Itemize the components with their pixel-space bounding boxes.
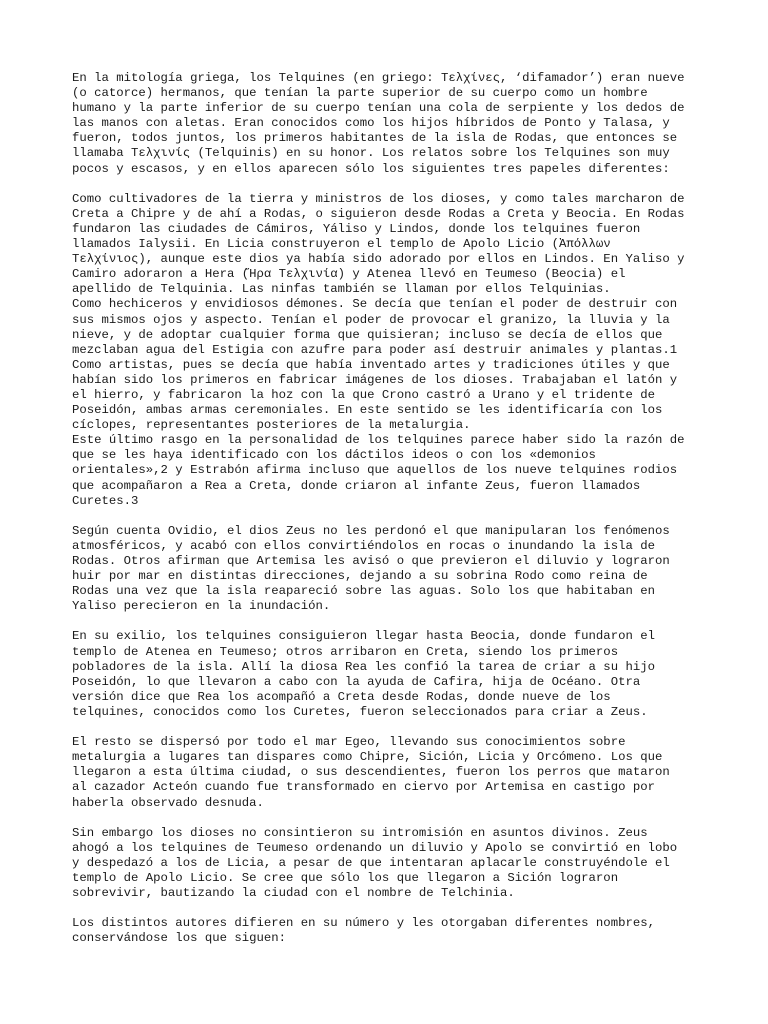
paragraph-ovid: Según cuenta Ovidio, el dios Zeus no les perdonó el que manipularan los fenómenos atmosféricos, y acabó con ellos convirtiéndolos en rocas o inundando la isla de Rodas. Otros afirman que Artemisa les avisó o que previeron el diluvio y lograron huir por mar en distintas direcciones, dejando a su sobrina Rodo como reina de Rodas una vez que la isla reapareció sobre las aguas. Solo los que habitaban en Yaliso perecieron en la inundación. xyxy=(72,523,670,614)
paragraph-sorcerers: Como hechiceros y envidiosos démones. Se decía que tenían el poder de destruir con sus mismos ojos y aspecto. Tenían el poder de provocar el granizo, la lluvia y la nieve, y de adoptar cualquier forma que quisieran; incluso se decía de ellos que mezclaban agua del Estigia con azufre para poder así destruir animales y plantas.1 xyxy=(72,297,678,357)
paragraph-exile: En su exilio, los telquines consiguieron llegar hasta Beocia, donde fundaron el templo de Atenea en Teumeso; otros arribaron en Creta, siendo los primeros pobladores de la isla. Allí la diosa Rea les confió la tarea de criar a su hijo Poseidón, lo que llevaron a cabo con la ayuda de Cafira, hija de Océano. Otra versión dice que Rea los acompañó a Creta desde Rodas, donde nueve de los telquines, conocidos como los Curetes, fueron seleccionados para criar a Zeus. xyxy=(72,629,655,719)
paragraph-artists: Como artistas, pues se decía que había inventado artes y tradiciones útiles y que habían sido los primeros en fabricar imágenes de los dioses. Trabajaban el latón y el hierro, y fabricaron la hoz con la que Crono castró a Urano y el tridente de Poseidón, ambas armas ceremoniales. En este sentido se les identificaría con los cíclopes, representantes posteriores de la metalurgia. xyxy=(72,357,678,433)
document-page xyxy=(72,71,712,962)
paragraph-dispersion: El resto se dispersó por todo el mar Egeo, llevando sus conocimientos sobre metalurgia a lugares tan dispares como Chipre, Sición, Licia y Orcómeno. Los que llegaron a esta última ciudad, o sus descendientes, fueron los perros que mataron al cazador Acteón cuando fue transformado en ciervo por Artemisa en castigo por haberla observado desnuda. xyxy=(72,735,670,810)
paragraph-last-trait: Este último rasgo en la personalidad de los telquines parece haber sido la razón de que se les haya identificado con los dáctilos ideos o con los «demonios orientales»,2 y Estrabón afirma incluso que aquellos de los nueve telquines rodios que acompañaron a Rea a Creta, donde criaron al infante Zeus, fueron llamados Curetes.3 xyxy=(72,433,685,508)
paragraph-cultivators: Como cultivadores de la tierra y ministros de los dioses, y como tales marcharon de Creta a Chipre y de ahí a Rodas, o siguieron desde Rodas a Creta y Beocia. En Rodas fundaron las ciudades de Cámiros, Yáliso y Lindos, donde los telquines fueron llamados Ialysii. En Licia construyeron el templo de Apolo Licio (Ἀπόλλων Τελχίνιος), aunque este dios ya había sido adorado por ellos en Lindos. En Yaliso y Camiro adoraron a Hera (Ἥρα Τελχινία) y Atenea llevó en Teumeso (Beocia) el apellido de Telquinia. Las ninfas también se llaman por ellos Telquinias. xyxy=(72,191,685,297)
paragraph-intro: En la mitología griega, los Telquines (en griego: Τελχίνες, ‘difamador’) eran nueve (o catorce) hermanos, que tenían la parte superior de su cuerpo como un hombre humano y la parte inferior de su cuerpo tenían una cola de serpiente y los dedos de las manos con aletas. Eran conocidos como los hijos híbridos de Ponto y Talasa, y fueron, todos juntos, los primeros habitantes de la isla de Rodas, que entonces se llamaba Τελχινίς (Telquinis) en su honor. Los relatos sobre los Telquines son muy pocos y escasos, y en ellos aparecen sólo los siguientes tres papeles diferentes: xyxy=(72,71,685,176)
paragraph-divine-punishment: Sin embargo los dioses no consintieron su intromisión en asuntos divinos. Zeus ahogó a los telquines de Teumeso ordenando un diluvio y Apolo se convirtió en lobo y despedazó a los de Licia, a pesar de que intentaran aplacarle construyéndole el templo de Apolo Licio. Se cree que sólo los que llegaron a Sición lograron sobrevivir, bautizando la ciudad con el nombre de Telchinia. xyxy=(72,825,678,901)
paragraph-names-intro: Los distintos autores difieren en su número y les otorgaban diferentes nombres, conservándose los que siguen: xyxy=(72,916,655,946)
